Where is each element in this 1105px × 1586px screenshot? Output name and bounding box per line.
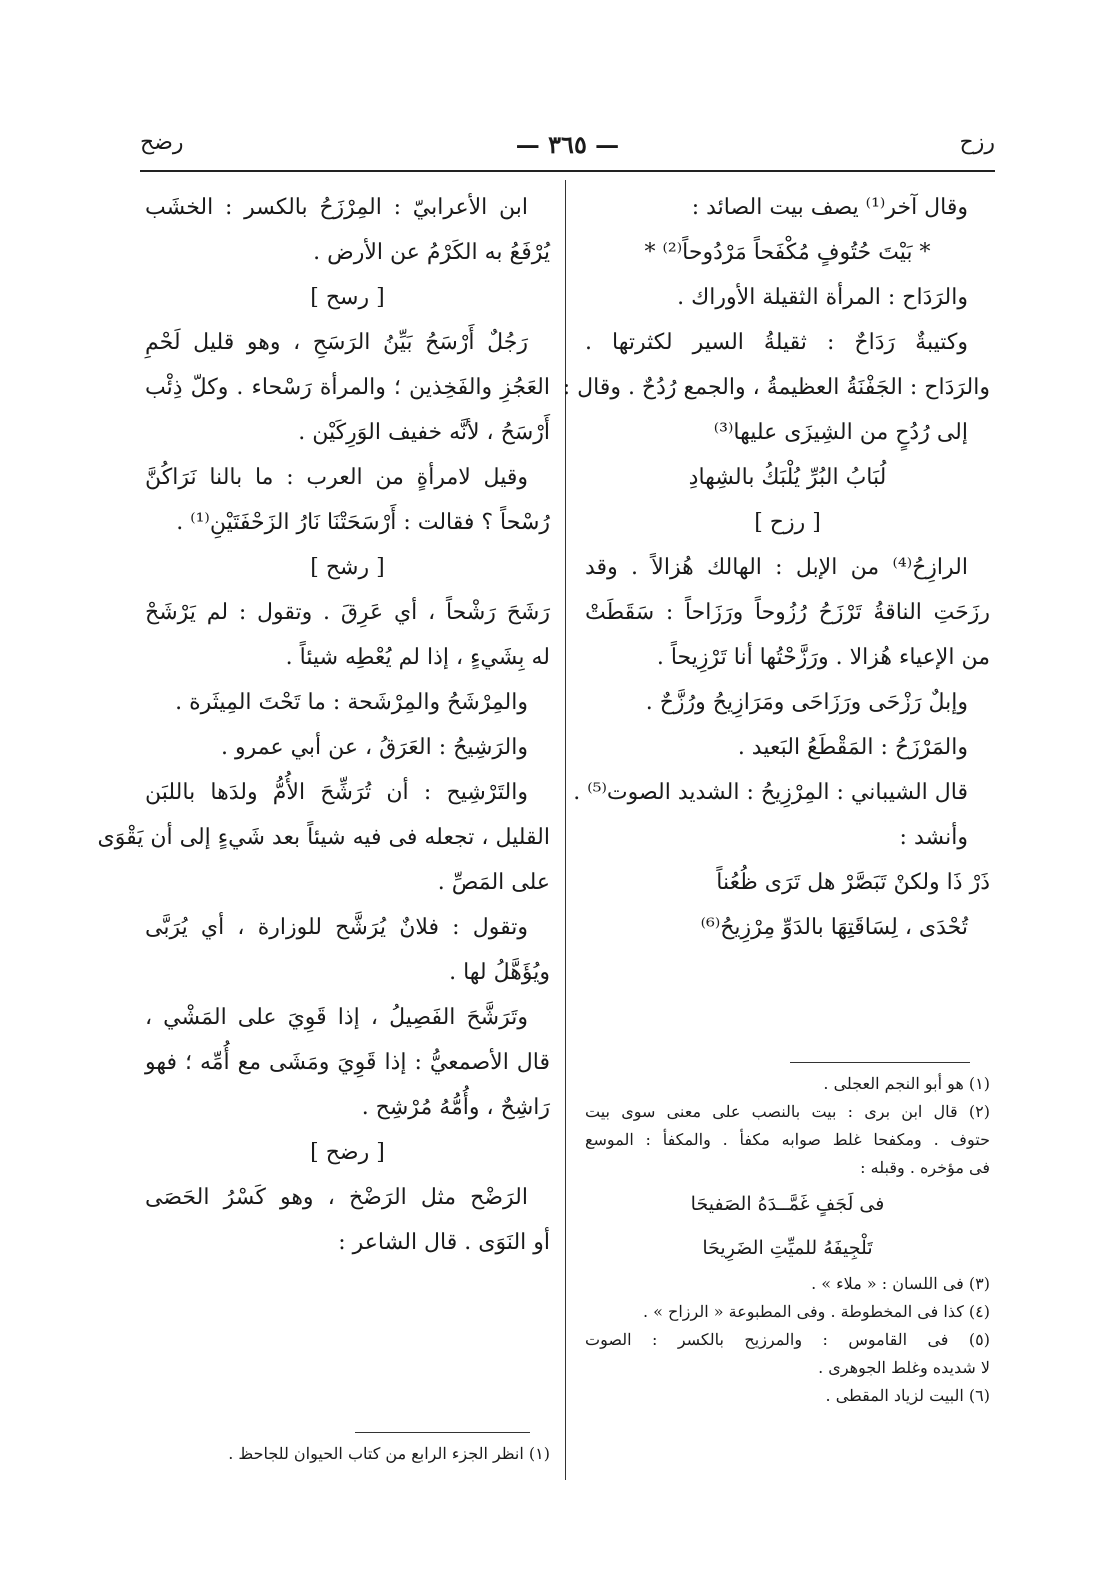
text-line: الرَضْح مثل الرَضْخ ، وهو كَسْرُ الحَصَى	[145, 1185, 528, 1210]
header-root-word: رزح	[959, 130, 995, 155]
verse-line: * بَيْتَ حُتُوفٍ مُكْفَحاً مَرْدُوحاً⁽²⁾ *	[644, 240, 931, 265]
section-heading: [ رسح ]	[310, 285, 385, 310]
footnote: (٤) كذا فى المخطوطة . وفى المطبوعة « الرزاح » .	[642, 1302, 990, 1321]
footnote: لا شديده وغلط الجوهرى .	[818, 1358, 990, 1377]
text-line: والمَرْزَحُ : المَقْطَعُ البَعيد .	[737, 735, 968, 760]
page-number: — ٣٦٥ —	[515, 130, 620, 159]
section-heading: [ رضح ]	[310, 1140, 385, 1165]
text-line: ويُؤَهَّلُ لها .	[449, 960, 550, 985]
section-heading: [ رشح ]	[310, 555, 385, 580]
text-line: رُسْحاً ؟ فقالت : أَرْسَحَتْنَا نَارُ الزَحْفَتَيْنِ⁽¹⁾ .	[176, 510, 550, 535]
text-line: على المَصِّ .	[437, 870, 550, 895]
verse-line: لُبَابُ البُرِّ يُلْبَكُ بالشِهادِ	[688, 465, 887, 490]
text-line: له بِشَيءٍ ، إذا لم يُعْطِه شيئاً .	[285, 645, 550, 670]
text-line: وقيل لامرأةٍ من العرب : ما بالنا نَرَاكُنَّ	[145, 465, 528, 490]
text-line: وإبلٌ رَزْحَى ورَزَاحَى ومَرَازِيحُ ورُزَّحٌ .	[645, 690, 968, 715]
text-line: والرَدَاح : المرأة الثقيلة الأوراك .	[677, 285, 968, 310]
footnote: (٥) فى القاموس : والمرزيح بالكسر : الصوت	[585, 1330, 991, 1349]
footnote: (٢) قال ابن برى : بيت بالنصب على معنى سوى بيت	[585, 1102, 990, 1121]
left-footnotes	[145, 1440, 550, 1468]
text-line: وأنشد :	[899, 825, 968, 850]
text-line: قال الشيباني : المِرْزِيحُ : الشديد الصوت⁽⁵⁾ .	[573, 780, 968, 805]
text-line: والرَدَاح : الجَفْنَةُ العظيمةُ ، والجمع رُدُحٌ . وقال :	[562, 375, 990, 400]
text-line: وتَرَشَّحَ الفَصِيلُ ، إذا قَوِيَ على المَشْي ،	[145, 1005, 528, 1030]
page-header	[140, 130, 995, 170]
text-line: ابن الأعرابيّ : المِرْزَحُ بالكسر : الخشَب	[145, 195, 528, 220]
text-line: قال الأصمعيُّ : إذا قَوِيَ ومَشَى مع أُمِّه ؛ فهو	[145, 1050, 550, 1075]
verse-line: ذَرْ ذَا ولكنْ تَبَصَّرْ هل تَرَى ظُعُناً	[716, 870, 990, 895]
text-line: وقال آخر⁽¹⁾ يصف بيت الصائد :	[691, 195, 968, 220]
footnote: (١) انظر الجزء الرابع من كتاب الحيوان للجاحظ .	[228, 1444, 550, 1463]
right-column	[562, 185, 990, 950]
text-line: رَشَحَ رَشْحاً ، أي عَرِقَ . وتقول : لم يَرْشَحْ	[145, 600, 550, 625]
footnote-verse: فى لَجَفٍ غَمَّــدَهُ الصَفيحَا	[690, 1193, 885, 1215]
footnote-verse: تَلْجِيفَهُ للميِّتِ الضَرِيحَا	[702, 1237, 873, 1259]
section-heading: [ رزح ]	[754, 510, 821, 535]
footnote: حتوف . ومكفحا غلط صوابه مكفأ . والمكفأ : الموسع	[585, 1130, 990, 1149]
footnote-rule	[355, 1432, 530, 1433]
text-line: رزَحَتِ الناقةُ تَرْزَحُ رُزُوحاً ورَزَاحاً : سَقَطَتْ	[585, 600, 990, 625]
footnote: (١) هو أبو النجم العجلى .	[823, 1074, 990, 1093]
text-line: العَجُزِ والفَخِذين ؛ والمرأة رَسْحاء . وكلّ ذِئْب	[145, 375, 550, 400]
footnote: (٣) فى اللسان : « ملاء » .	[811, 1274, 990, 1293]
footnote-rule	[790, 1062, 970, 1063]
verse-line: تُحْدَى ، لِسَاقَتِهَا بالدَوِّ مِرْزِيحُ⁽⁶⁾	[700, 915, 968, 940]
left-column	[97, 185, 550, 1265]
right-footnotes	[585, 1070, 990, 1410]
text-line: والرَشِيحُ : العَرَقُ ، عن أبي عمرو .	[220, 735, 528, 760]
text-line: والتَرْشِيح : أن تُرَشِّحَ الأُمُّ ولدَها باللبَن	[145, 780, 528, 805]
footnote: فى مؤخره . وقبله :	[860, 1158, 990, 1177]
text-line: القليل ، تجعله فى فيه شيئاً بعد شَيءٍ إلى أن يَقْوَى	[97, 825, 550, 850]
text-line: يُرْفَعُ به الكَرْمُ عن الأرض .	[313, 240, 550, 265]
text-line: رَاشِحٌ ، وأُمُّهُ مُرْشِح .	[361, 1095, 550, 1120]
text-line: الرازِحُ⁽⁴⁾ من الإبل : الهالك هُزالاً . وقد	[585, 555, 968, 580]
verse-line: إلى رُدُحٍ من الشِيزَى عليها⁽³⁾	[713, 420, 968, 445]
text-line: وكتيبةٌ رَدَاحٌ : ثقيلةُ السير لكثرتها .	[585, 330, 968, 355]
text-line: رَجُلٌ أَرْسَحُ بَيِّنُ الرَسَحِ ، وهو قليل لَحْمِ	[145, 330, 528, 355]
footnote: (٦) البيت لزياد المقطى .	[825, 1386, 990, 1405]
text-line: أو النَوَى . قال الشاعر :	[338, 1230, 550, 1255]
text-line: من الإعياء هُزالا . ورَزَّحْتُها أنا تَرْزِيحاً .	[656, 645, 990, 670]
header-last-root-word: رضح	[140, 130, 184, 155]
text-line: وتقول : فلانٌ يُرَشَّح للوزارة ، أي يُرَبَّى	[145, 915, 528, 940]
text-line: أَرْسَحُ ، لأنَّه خفيف الوَرِكَيْن .	[298, 420, 550, 445]
text-line: والمِرْشَحُ والمِرْشَحة : ما تَحْتَ المِيثَرة .	[175, 690, 528, 715]
header-rule	[140, 170, 995, 172]
